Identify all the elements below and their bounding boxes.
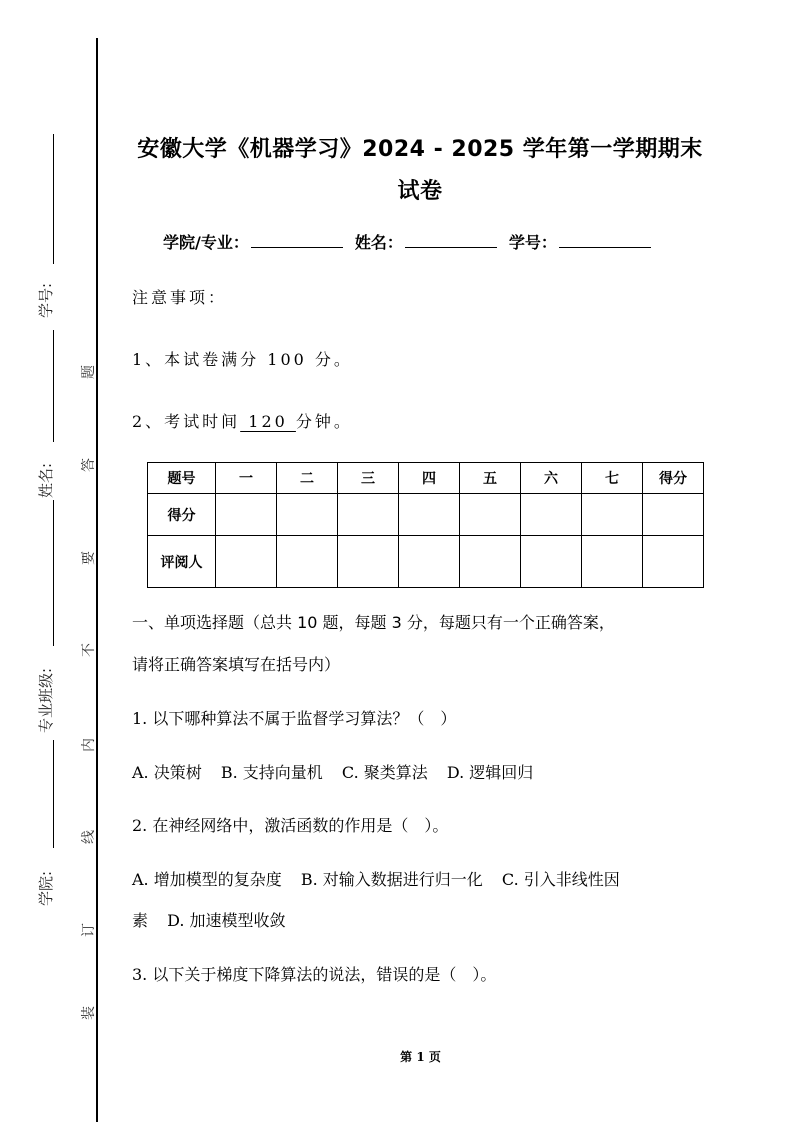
reviewer-cell[interactable] xyxy=(277,536,338,588)
option-c[interactable]: C. 引入非线性因 xyxy=(501,870,620,889)
student-id-blank[interactable] xyxy=(559,233,651,248)
reviewer-cell[interactable] xyxy=(460,536,521,588)
header-cell: 一 xyxy=(216,463,277,494)
option-d[interactable]: D. 加速模型收敛 xyxy=(167,911,286,930)
exam-title-line1: 安徽大学《机器学习》2024 - 2025 学年第一学期期末 xyxy=(137,137,703,162)
notes-heading: 注意事项： xyxy=(132,288,228,307)
header-cell: 三 xyxy=(338,463,399,494)
score-cell[interactable] xyxy=(277,494,338,536)
name-blank[interactable] xyxy=(405,233,497,248)
reviewer-cell[interactable] xyxy=(521,536,582,588)
note-item-2 xyxy=(132,409,353,432)
option-c-continued[interactable]: 素 xyxy=(132,911,149,930)
note-item-1: 1、本试卷满分 100 分。 xyxy=(132,350,353,369)
option-c[interactable]: C. 聚类算法 xyxy=(341,763,428,782)
score-cell[interactable] xyxy=(399,494,460,536)
question-number: 3. xyxy=(132,965,148,984)
score-cell[interactable] xyxy=(643,494,704,536)
score-table xyxy=(147,462,704,588)
student-id-field-line[interactable] xyxy=(53,134,54,264)
question-2-options-line2 xyxy=(132,908,286,931)
option-d[interactable]: D. 逻辑回归 xyxy=(446,763,534,782)
option-a[interactable]: A. 增加模型的复杂度 xyxy=(132,870,282,889)
page-number: 第 1 页 xyxy=(400,1050,441,1064)
exam-duration-value: 120 xyxy=(240,412,296,431)
margin-warning-char: 题 xyxy=(81,365,97,379)
question-1 xyxy=(132,706,456,729)
college-major-label: 学院/专业： xyxy=(163,233,249,252)
option-a[interactable]: A. 决策树 xyxy=(132,763,202,782)
student-info-row xyxy=(163,230,663,253)
question-text: 在神经网络中，激活函数的作用是（ ）。 xyxy=(152,816,449,835)
question-3 xyxy=(132,962,496,985)
college-field-line[interactable] xyxy=(53,740,54,848)
reviewer-cell[interactable] xyxy=(582,536,643,588)
option-b[interactable]: B. 对输入数据进行归一化 xyxy=(300,870,483,889)
header-cell: 四 xyxy=(399,463,460,494)
class-field-line[interactable] xyxy=(53,500,54,646)
score-cell[interactable] xyxy=(216,494,277,536)
header-cell: 五 xyxy=(460,463,521,494)
binding-line xyxy=(96,38,98,1122)
question-number: 2. xyxy=(132,816,148,835)
margin-warning-char: 答 xyxy=(81,458,97,472)
score-cell[interactable] xyxy=(521,494,582,536)
header-cell: 得分 xyxy=(643,463,704,494)
margin-warning-char: 装 xyxy=(81,1006,97,1020)
header-cell: 二 xyxy=(277,463,338,494)
score-cell[interactable] xyxy=(460,494,521,536)
reviewer-cell[interactable] xyxy=(216,536,277,588)
question-text: 以下关于梯度下降算法的说法，错误的是（ ）。 xyxy=(152,965,497,984)
reviewer-cell[interactable] xyxy=(643,536,704,588)
row-label: 得分 xyxy=(148,494,216,536)
score-row xyxy=(148,494,704,536)
row-label: 评阅人 xyxy=(148,536,216,588)
reviewer-cell[interactable] xyxy=(338,536,399,588)
name-field-line[interactable] xyxy=(53,330,54,442)
exam-title-line2: 试卷 xyxy=(397,179,443,204)
margin-warning-char: 线 xyxy=(81,830,97,844)
score-cell[interactable] xyxy=(582,494,643,536)
college-major-blank[interactable] xyxy=(251,233,343,248)
margin-warning-char: 内 xyxy=(81,738,97,752)
header-cell: 题号 xyxy=(148,463,216,494)
question-2 xyxy=(132,813,448,836)
college-label: 学院: xyxy=(37,870,56,907)
section-1-heading-line2: 请将正确答案填写在括号内） xyxy=(132,655,341,674)
question-1-options xyxy=(132,760,547,783)
name-label: 姓名: xyxy=(37,462,56,499)
name-label: 姓名： xyxy=(354,233,403,252)
section-1-heading-line1: 一、单项选择题（总共 10 题，每题 3 分，每题只有一个正确答案， xyxy=(132,613,615,632)
question-number: 1. xyxy=(132,709,148,728)
student-id-label: 学号: xyxy=(37,282,56,319)
header-cell: 七 xyxy=(582,463,643,494)
option-b[interactable]: B. 支持向量机 xyxy=(220,763,323,782)
reviewer-cell[interactable] xyxy=(399,536,460,588)
margin-warning-char: 要 xyxy=(81,551,97,565)
student-id-label: 学号： xyxy=(508,233,557,252)
margin-warning-char: 订 xyxy=(81,923,97,937)
note-item-2-prefix: 2、考试时间 xyxy=(132,412,241,431)
score-table-header-row xyxy=(148,463,704,494)
class-label: 专业班级: xyxy=(37,667,56,734)
score-cell[interactable] xyxy=(338,494,399,536)
question-text: 以下哪种算法不属于监督学习算法？（ ） xyxy=(152,709,457,728)
reviewer-row xyxy=(148,536,704,588)
margin-warning-char: 不 xyxy=(81,643,97,657)
header-cell: 六 xyxy=(521,463,582,494)
question-2-options-line1 xyxy=(132,867,620,890)
note-item-2-suffix: 分钟。 xyxy=(295,412,353,431)
